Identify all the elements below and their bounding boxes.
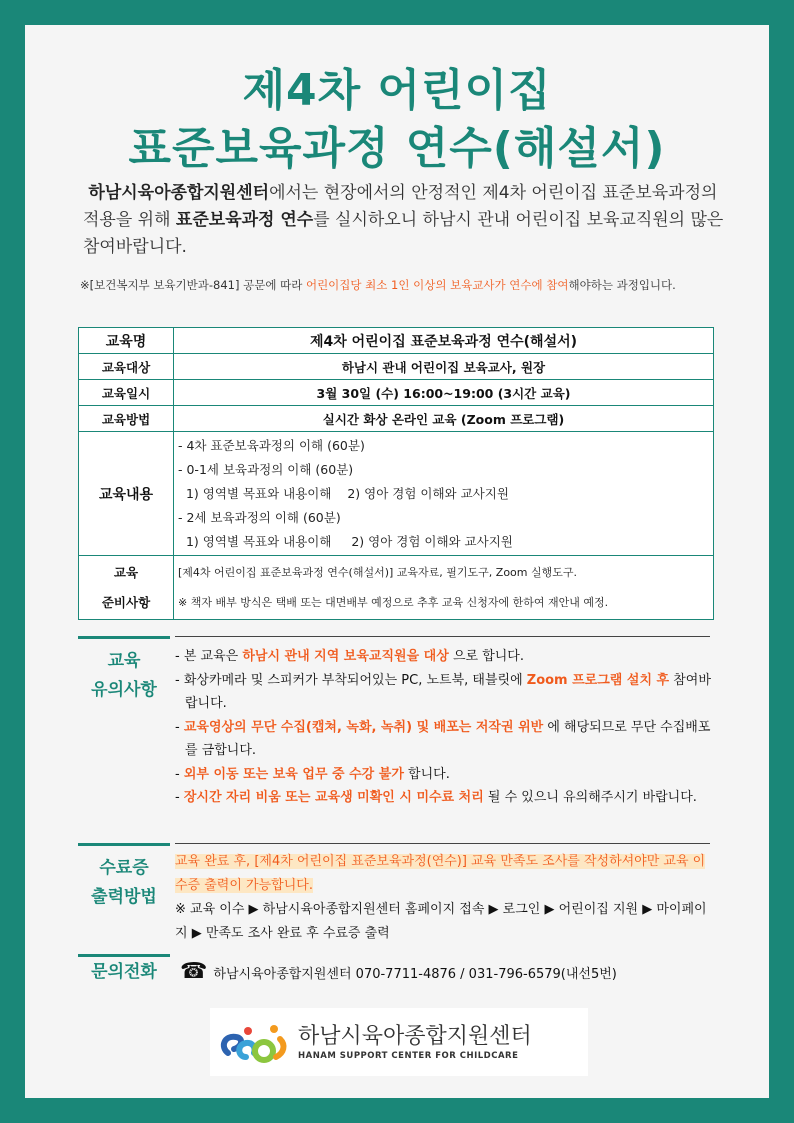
contact-text: 하남시육아종합지원센터 070-7711-4876 / 031-796-6579(내선5번) [213,966,617,982]
table-row [79,328,714,354]
value-method: 실시간 화상 온라인 교육 (Zoom 프로그램) [174,406,714,432]
list-item: - 화상카메라 및 스피커가 부착되어있는 PC, 노트북, 태블릿에 Zoom 프로그램 설치 후 참여바랍니다. [175,672,711,711]
value-prep: [제4차 어린이집 표준보육과정 연수(해설서)] 교육자료, 필기도구, Zoom 실행도구. ※ 책자 배부 방식은 택배 또는 대면배부 예정으로 추후 교육 신청자에 한하여 재안내 예정. [174,556,714,620]
label-method: 교육방법 [79,406,174,432]
value-content [174,432,714,556]
contact-heading: 문의전화 [78,954,170,987]
label-date: 교육일시 [79,380,174,406]
certificate-steps: ※ 교육 이수 ▶ 하남시육아종합지원센터 홈페이지 접속 ▶ 로그인 ▶ 어린이집 지원 ▶ 마이페이지 ▶ 만족도 조사 완료 후 수료증 출력 [175,902,707,941]
notice-text: ※[보건복지부 보육기반과-841] 공문에 따라 어린이집당 최소 1인 이상의 보육교사가 연수에 참여해야하는 과정입니다. [80,278,676,292]
certificate-highlight: 교육 완료 후, [제4차 어린이집 표준보육과정(연수)] 교육 만족도 조사를 작성하셔야만 교육 이수증 출력이 가능합니다. [175,854,706,893]
divider [175,636,710,637]
table-row [79,354,714,380]
intro-paragraph: 하남시육아종합지원센터에서는 현장에서의 안정적인 제4차 어린이집 표준보육과정의 적용을 위해 표준보육과정 연수를 실시하오니 하남시 관내 어린이집 보육교직원의 많은 참여바랍니다. [83,183,724,257]
flyer-page [25,25,769,1098]
logo-name-en: HANAM SUPPORT CENTER FOR CHILDCARE [298,1051,519,1061]
logo-mark-icon [218,1017,292,1067]
list-item: - 장시간 자리 비움 또는 교육생 미확인 시 미수료 처리 될 수 있으니 유의해주시기 바랍니다. [175,790,697,805]
logo-text [298,1023,532,1061]
certificate-heading: 수료증 출력방법 [78,843,170,912]
list-item: - 본 교육은 하남시 관내 지역 보육교직원을 대상 으로 합니다. [175,649,524,664]
label-prep: 교육 준비사항 [79,556,174,620]
label-target: 교육대상 [79,354,174,380]
contact-line [180,961,617,983]
content-line: 1) 영역별 목표와 내용이해 2) 영아 경험 이해와 교사지원 [178,533,513,549]
value-target: 하남시 관내 어린이집 보육교사, 원장 [174,354,714,380]
info-table [78,327,714,620]
caution-list [175,645,715,810]
center-logo [210,1008,588,1076]
label-name: 교육명 [79,328,174,354]
table-row [79,406,714,432]
value-date: 3월 30일 (수) 16:00~19:00 (3시간 교육) [174,380,714,406]
divider [175,843,710,844]
title-line-1: 제4차 어린이집 [242,65,552,116]
logo-name-ko: 하남시육아종합지원센터 [298,1024,532,1049]
list-item: - 교육영상의 무단 수집(캡쳐, 녹화, 녹취) 및 배포는 저작권 위반 에 해당되므로 무단 수집배포를 금합니다. [175,719,711,758]
table-row [79,432,714,556]
label-content: 교육내용 [79,432,174,556]
content-line: - 0-1세 보육과정의 이해 (60분) [178,461,354,477]
table-row [79,380,714,406]
certificate-body [175,850,715,945]
list-item: - 외부 이동 또는 보육 업무 중 수강 불가 합니다. [175,766,450,782]
table-row [79,556,714,620]
caution-heading: 교육 유의사항 [78,636,170,705]
content-line: - 4차 표준보육과정의 이해 (60분) [178,437,365,453]
title-line-2: 표준보육과정 연수(해설서) [128,123,666,174]
telephone-icon: ☎ [180,959,208,984]
value-name: 제4차 어린이집 표준보육과정 연수(해설서) [174,328,714,354]
content-line: - 2세 보육과정의 이해 (60분) [178,509,341,525]
content-line: 1) 영역별 목표와 내용이해 2) 영아 경험 이해와 교사지원 [178,485,509,501]
